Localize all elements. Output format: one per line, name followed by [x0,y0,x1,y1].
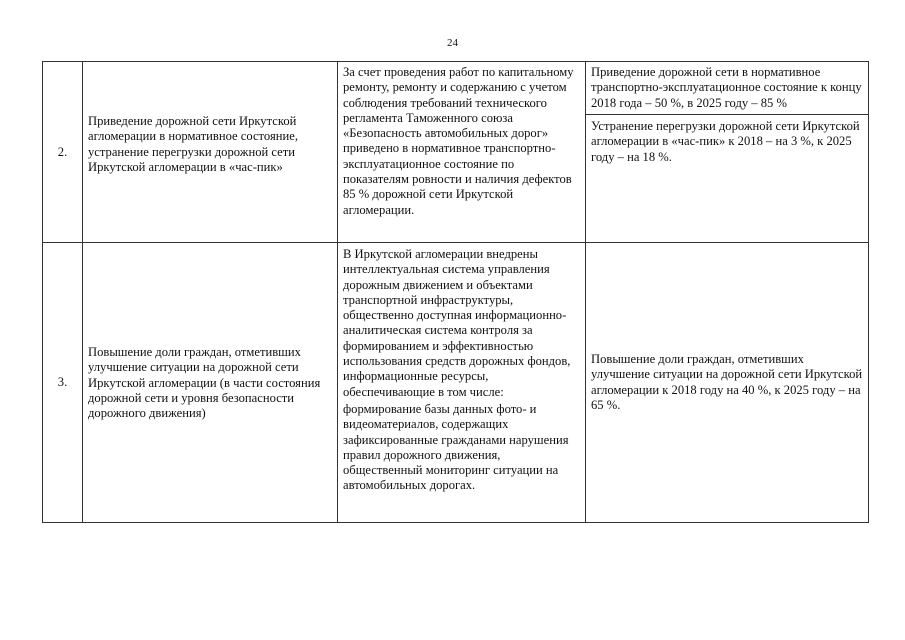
row-3-result-text-2: формирование базы данных фото- и видеоматериалов, содержащих зафиксированные гражданами нарушения правил дорожного движения, общественный мониторинг ситуации на автомобильных дорогах. [343,401,569,493]
row-2-result [343,65,581,218]
row-2-indicator-2: Устранение перегрузки дорожной сети Иркутской агломерации в «час-пик» к 2018 – на 3 %, к 2025 году – на 18 %. [591,119,860,164]
table-right-border [868,61,869,523]
row-2-indicator-1: Приведение дорожной сети в нормативное транспортно-эксплуатационное состояние к концу 2018 года – 50 %, в 2025 году – 85 % [591,65,862,110]
row-2-task: Приведение дорожной сети Иркутской агломерации в нормативное состояние, устранение перегрузки дорожной сети Иркутской агломерации в «час-пик» [88,114,298,174]
table-bottom-border [42,522,869,523]
row-3-result [343,247,581,494]
page-number: 24 [447,37,458,49]
row-divider [42,242,869,243]
row-3-result-text-1: В Иркутской агломерации внедрены интеллектуальная система управления дорожным движением и объектами транспортной инфраструктуры, общественно доступная информационно-аналитическая система контроля за формированием и эффективностью использования средств дорожных фондов, информационные ресурсы, обеспечивающие в том числе: [343,247,571,399]
row-3-indicator: Повышение доли граждан, отметивших улучшение ситуации на дорожной сети Иркутской агломерации к 2018 году на 40 %, к 2025 году – на 65 %. [591,352,863,412]
row-2-number: 2. [57,145,68,159]
column-divider-3 [585,61,586,523]
table-top-border [42,61,869,62]
table-left-border [42,61,43,523]
column-divider-1 [82,61,83,523]
row-3-number: 3. [57,375,68,389]
column-divider-2 [337,61,338,523]
row-3-task: Повышение доли граждан, отметивших улучшение ситуации на дорожной сети Иркутской агломерации (в части состояния дорожной сети и уровня безопасности дорожного движения) [88,345,321,421]
indicator-divider [585,114,869,115]
row-2-result-text: За счет проведения работ по капитальному ремонту, ремонту и содержанию с учетом соблюдения требований технического регламента Таможенного союза «Безопасность автомобильных дорог» приведено в нормативное транспортно-эксплуатационное состояние по показателям ровности и наличия дефектов 85 % дорожной сети Иркутской агломерации. [343,65,574,217]
